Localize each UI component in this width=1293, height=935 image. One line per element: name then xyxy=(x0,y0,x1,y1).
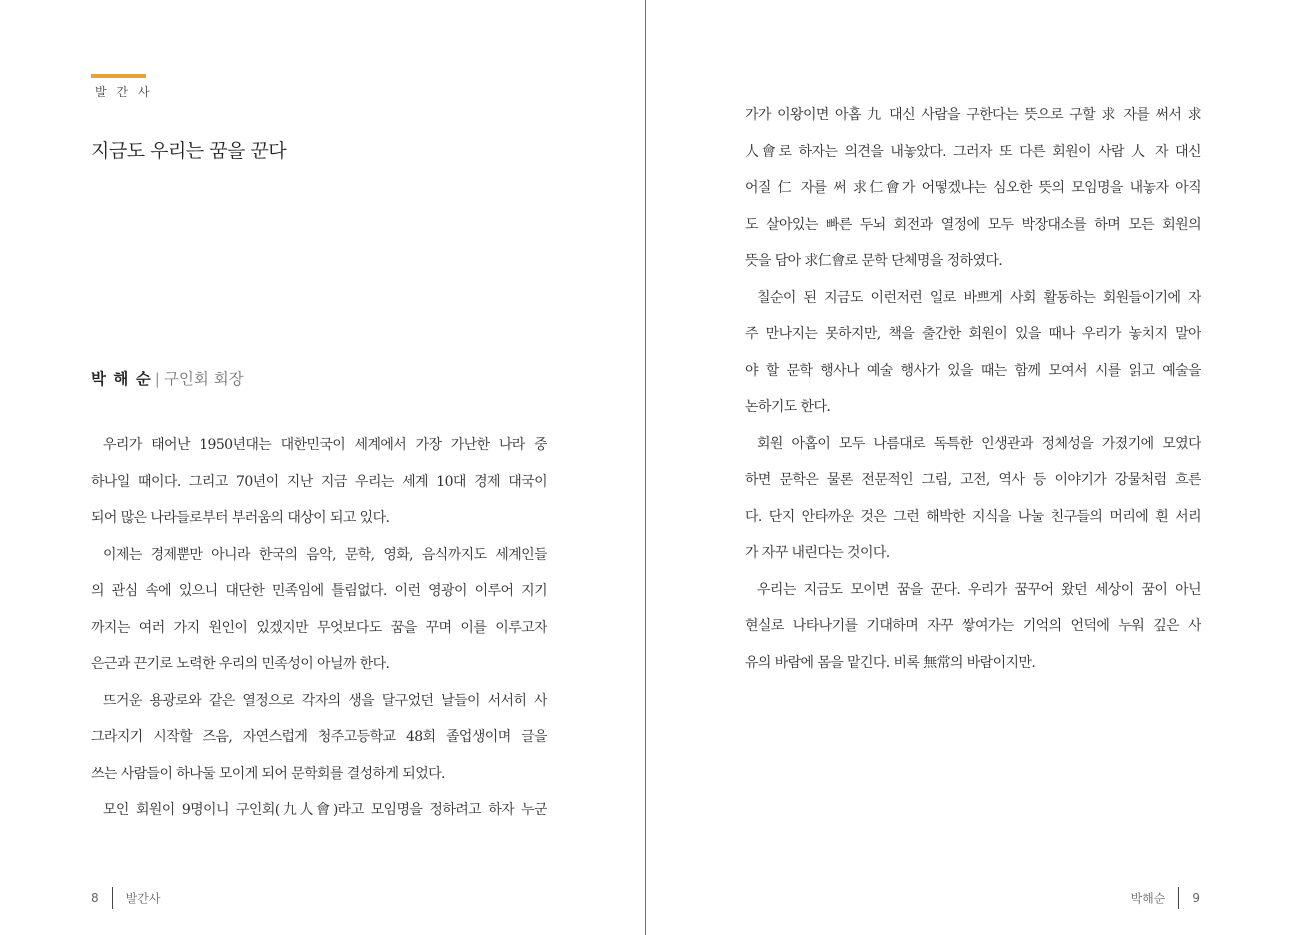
page-title: 지금도 우리는 꿈을 꾼다 xyxy=(91,140,287,162)
author-role: 구인회 회장 xyxy=(163,370,244,388)
text-line: 하나일 때이다. 그리고 70년이 지난 지금 우리는 세계 10대 경제 대국이 xyxy=(91,473,547,490)
text-line: 유의 바람에 몸을 맡긴다. 비록 無常의 바람이지만. xyxy=(745,654,1036,671)
text-line: 우리가 태어난 1950년대는 대한민국이 세계에서 가장 가난한 나라 중 xyxy=(103,437,547,453)
text-line: 현실로 나타나기를 기대하며 자꾸 쌓여가는 기억의 언덕에 누워 깊은 사 xyxy=(745,618,1201,634)
author-separator: | xyxy=(154,370,160,388)
running-head: 발간사 xyxy=(125,891,161,906)
text-line: 人會로 하자는 의견을 내놓았다. 그러자 또 다른 회원이 사람 人 자 대신 xyxy=(745,143,1201,160)
text-line: 가가 이왕이면 아홉 九 대신 사람을 구한다는 뜻으로 구할 求 자를 써서 求 xyxy=(745,107,1201,123)
right-page xyxy=(646,0,1293,935)
text-line: 의 관심 속에 있으니 대단한 민족임에 틀림없다. 이런 영광이 이루어 지기 xyxy=(91,583,547,599)
text-line: 칠순이 된 지금도 이런저런 일로 바쁘게 사회 활동하는 회원들이기에 자 xyxy=(757,289,1201,306)
body-text-left xyxy=(91,427,547,829)
footer-divider xyxy=(112,887,113,909)
footer-left xyxy=(91,887,160,909)
accent-bar xyxy=(91,74,146,78)
page-number: 8 xyxy=(91,891,99,905)
text-line: 그라지기 시작할 즈음, 자연스럽게 청주고등학교 48회 졸업생이며 글을 xyxy=(91,729,547,745)
section-label: 발 간 사 xyxy=(95,85,153,99)
text-line: 우리는 지금도 모이면 꿈을 꾼다. 우리가 꿈꾸어 왔던 세상이 꿈이 아닌 xyxy=(757,581,1201,598)
author-name: 박 해 순 xyxy=(91,370,152,388)
footer-divider xyxy=(1178,887,1179,909)
text-line: 하면 문학은 물론 전문적인 그림, 고전, 역사 등 이야기가 강물처럼 흐른 xyxy=(745,472,1201,488)
text-line: 은근과 끈기로 노력한 우리의 민족성이 아닐까 한다. xyxy=(91,656,390,672)
text-line: 뜨거운 용광로와 같은 열정으로 각자의 생을 달구었던 날들이 서서히 사 xyxy=(103,692,547,709)
text-line: 되어 많은 나라들로부터 부러움의 대상이 되고 있다. xyxy=(91,510,390,526)
left-page xyxy=(0,0,645,935)
text-line: 논하기도 한다. xyxy=(745,399,831,415)
text-line: 도 살아있는 빠른 두뇌 회전과 열정에 모두 박장대소를 하며 모든 회원의 xyxy=(745,216,1201,233)
text-line: 가 자꾸 내린다는 것이다. xyxy=(745,545,890,561)
text-line: 회원 아홉이 모두 나름대로 독특한 인생관과 정체성을 가졌기에 모였다 xyxy=(757,435,1201,452)
text-line: 까지는 여러 가지 원인이 있겠지만 무엇보다도 꿈을 꾸며 이를 이루고자 xyxy=(91,619,547,636)
author-line xyxy=(91,367,244,389)
page-number: 9 xyxy=(1192,891,1200,905)
text-line: 뜻을 담아 求仁會로 문학 단체명을 정하였다. xyxy=(745,253,1003,269)
text-line: 쓰는 사람들이 하나둘 모이게 되어 문학회를 결성하게 되었다. xyxy=(91,765,445,782)
text-line: 어질 仁 자를 써 求仁會가 어떻겠냐는 심오한 뜻의 모임명을 내놓자 아직 xyxy=(745,180,1201,196)
text-line: 모인 회원이 9명이니 구인회(九人會)라고 모임명을 정하려고 하자 누군 xyxy=(103,802,547,818)
text-line: 야 할 문학 행사나 예술 행사가 있을 때는 함께 모여서 시를 읽고 예술을 xyxy=(745,362,1201,379)
text-line: 다. 단지 안타까운 것은 그런 해박한 지식을 나눌 친구들의 머리에 흰 서리 xyxy=(745,508,1201,525)
text-line: 주 만나지는 못하지만, 책을 출간한 회원이 있을 때나 우리가 놓치지 말아 xyxy=(745,326,1201,342)
footer-right xyxy=(1131,887,1200,909)
running-head: 박해순 xyxy=(1130,891,1166,906)
text-line: 이제는 경제뿐만 아니라 한국의 음악, 문학, 영화, 음식까지도 세계인들 xyxy=(103,546,547,563)
body-text-right xyxy=(745,97,1201,681)
